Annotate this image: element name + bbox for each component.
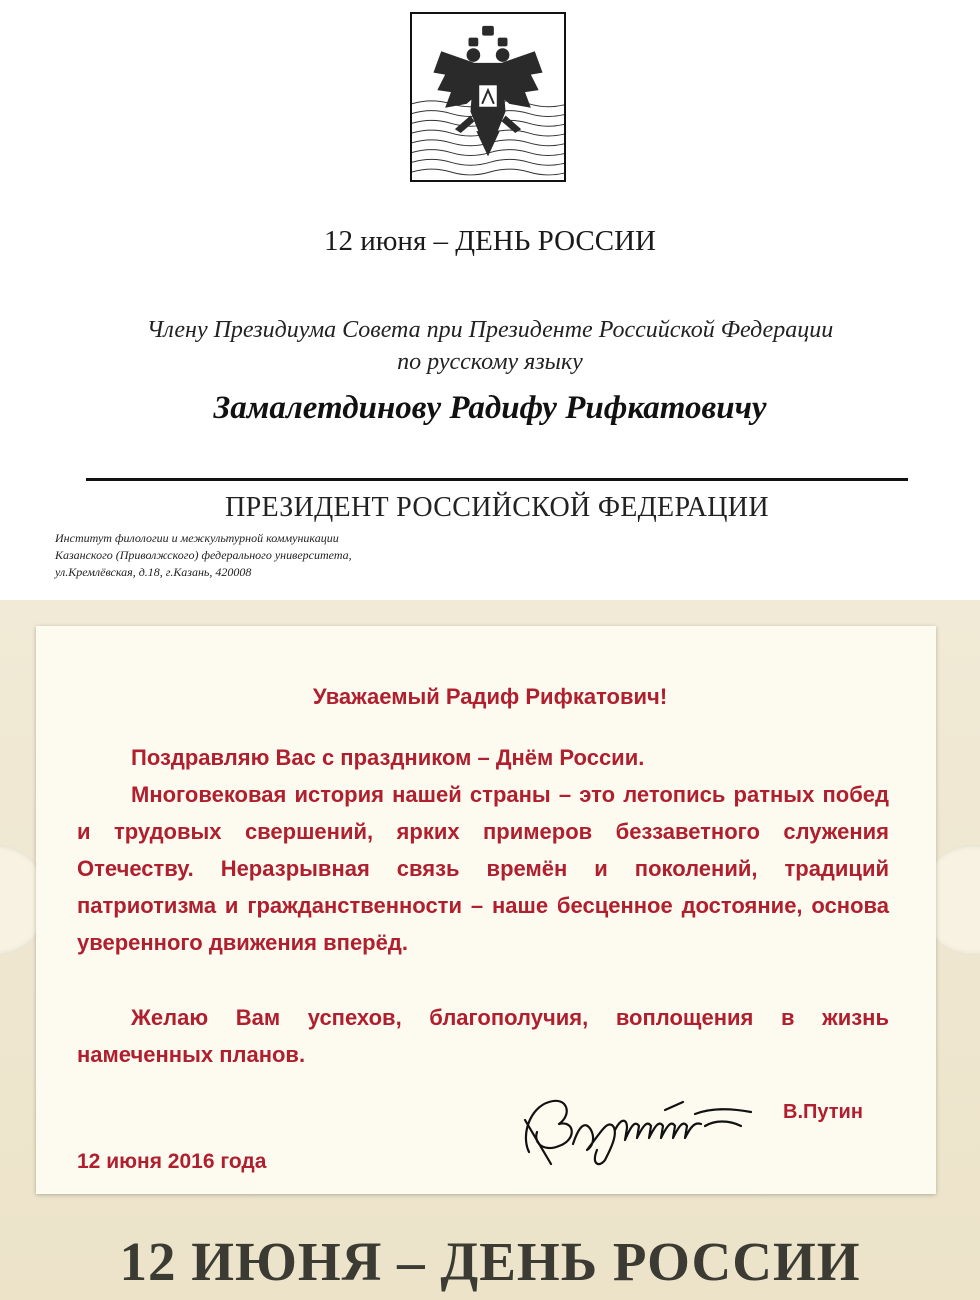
card-greeting: Уважаемый Радиф Рифкатович! [312, 684, 668, 709]
recipient-position: Члену Президиума Совета при Президенте Российской Федерации [146, 317, 834, 343]
russian-coat-of-arms-icon [410, 12, 566, 182]
card-paragraph: Желаю Вам успехов, благополучия, воплощения в жизнь намеченных планов. [77, 1005, 889, 1067]
card-paragraph: Поздравляю Вас с праздником – Днём России. [131, 745, 645, 770]
envelope-title: 12 июня – ДЕНЬ РОССИИ [324, 225, 656, 257]
address-line: Институт филологии и межкультурной коммуникации [55, 531, 339, 545]
address-line: Казанского (Приволжского) федерального университета, [55, 548, 352, 562]
divider [86, 478, 908, 481]
footer-title: 12 ИЮНЯ – ДЕНЬ РОССИИ [119, 1231, 861, 1292]
address-line: ул.Кремлёвская, д.18, г.Казань, 420008 [55, 565, 252, 579]
signer-name: В.Путин [783, 1101, 863, 1123]
sender-title: ПРЕЗИДЕНТ РОССИЙСКОЙ ФЕДЕРАЦИИ [225, 492, 769, 523]
card-paragraph: Многовековая история нашей страны – это летопись ратных побед и трудовых свершений, ярких примеров беззаветного служения Отечеству. Неразрывная связь времён и поколений, традиций патриотизма и гражданственности – наше бесценное достояние, основа уверенного движения вперёд. [77, 782, 889, 955]
envelope [0, 0, 980, 600]
handwritten-signature-icon [515, 1080, 770, 1170]
recipient-position-continued: по русскому языку [397, 349, 583, 375]
recipient-address [55, 530, 495, 581]
recipient-name: Замалетдинову Радифу Рифкатовичу [213, 390, 767, 426]
card-date: 12 июня 2016 года [77, 1150, 267, 1173]
